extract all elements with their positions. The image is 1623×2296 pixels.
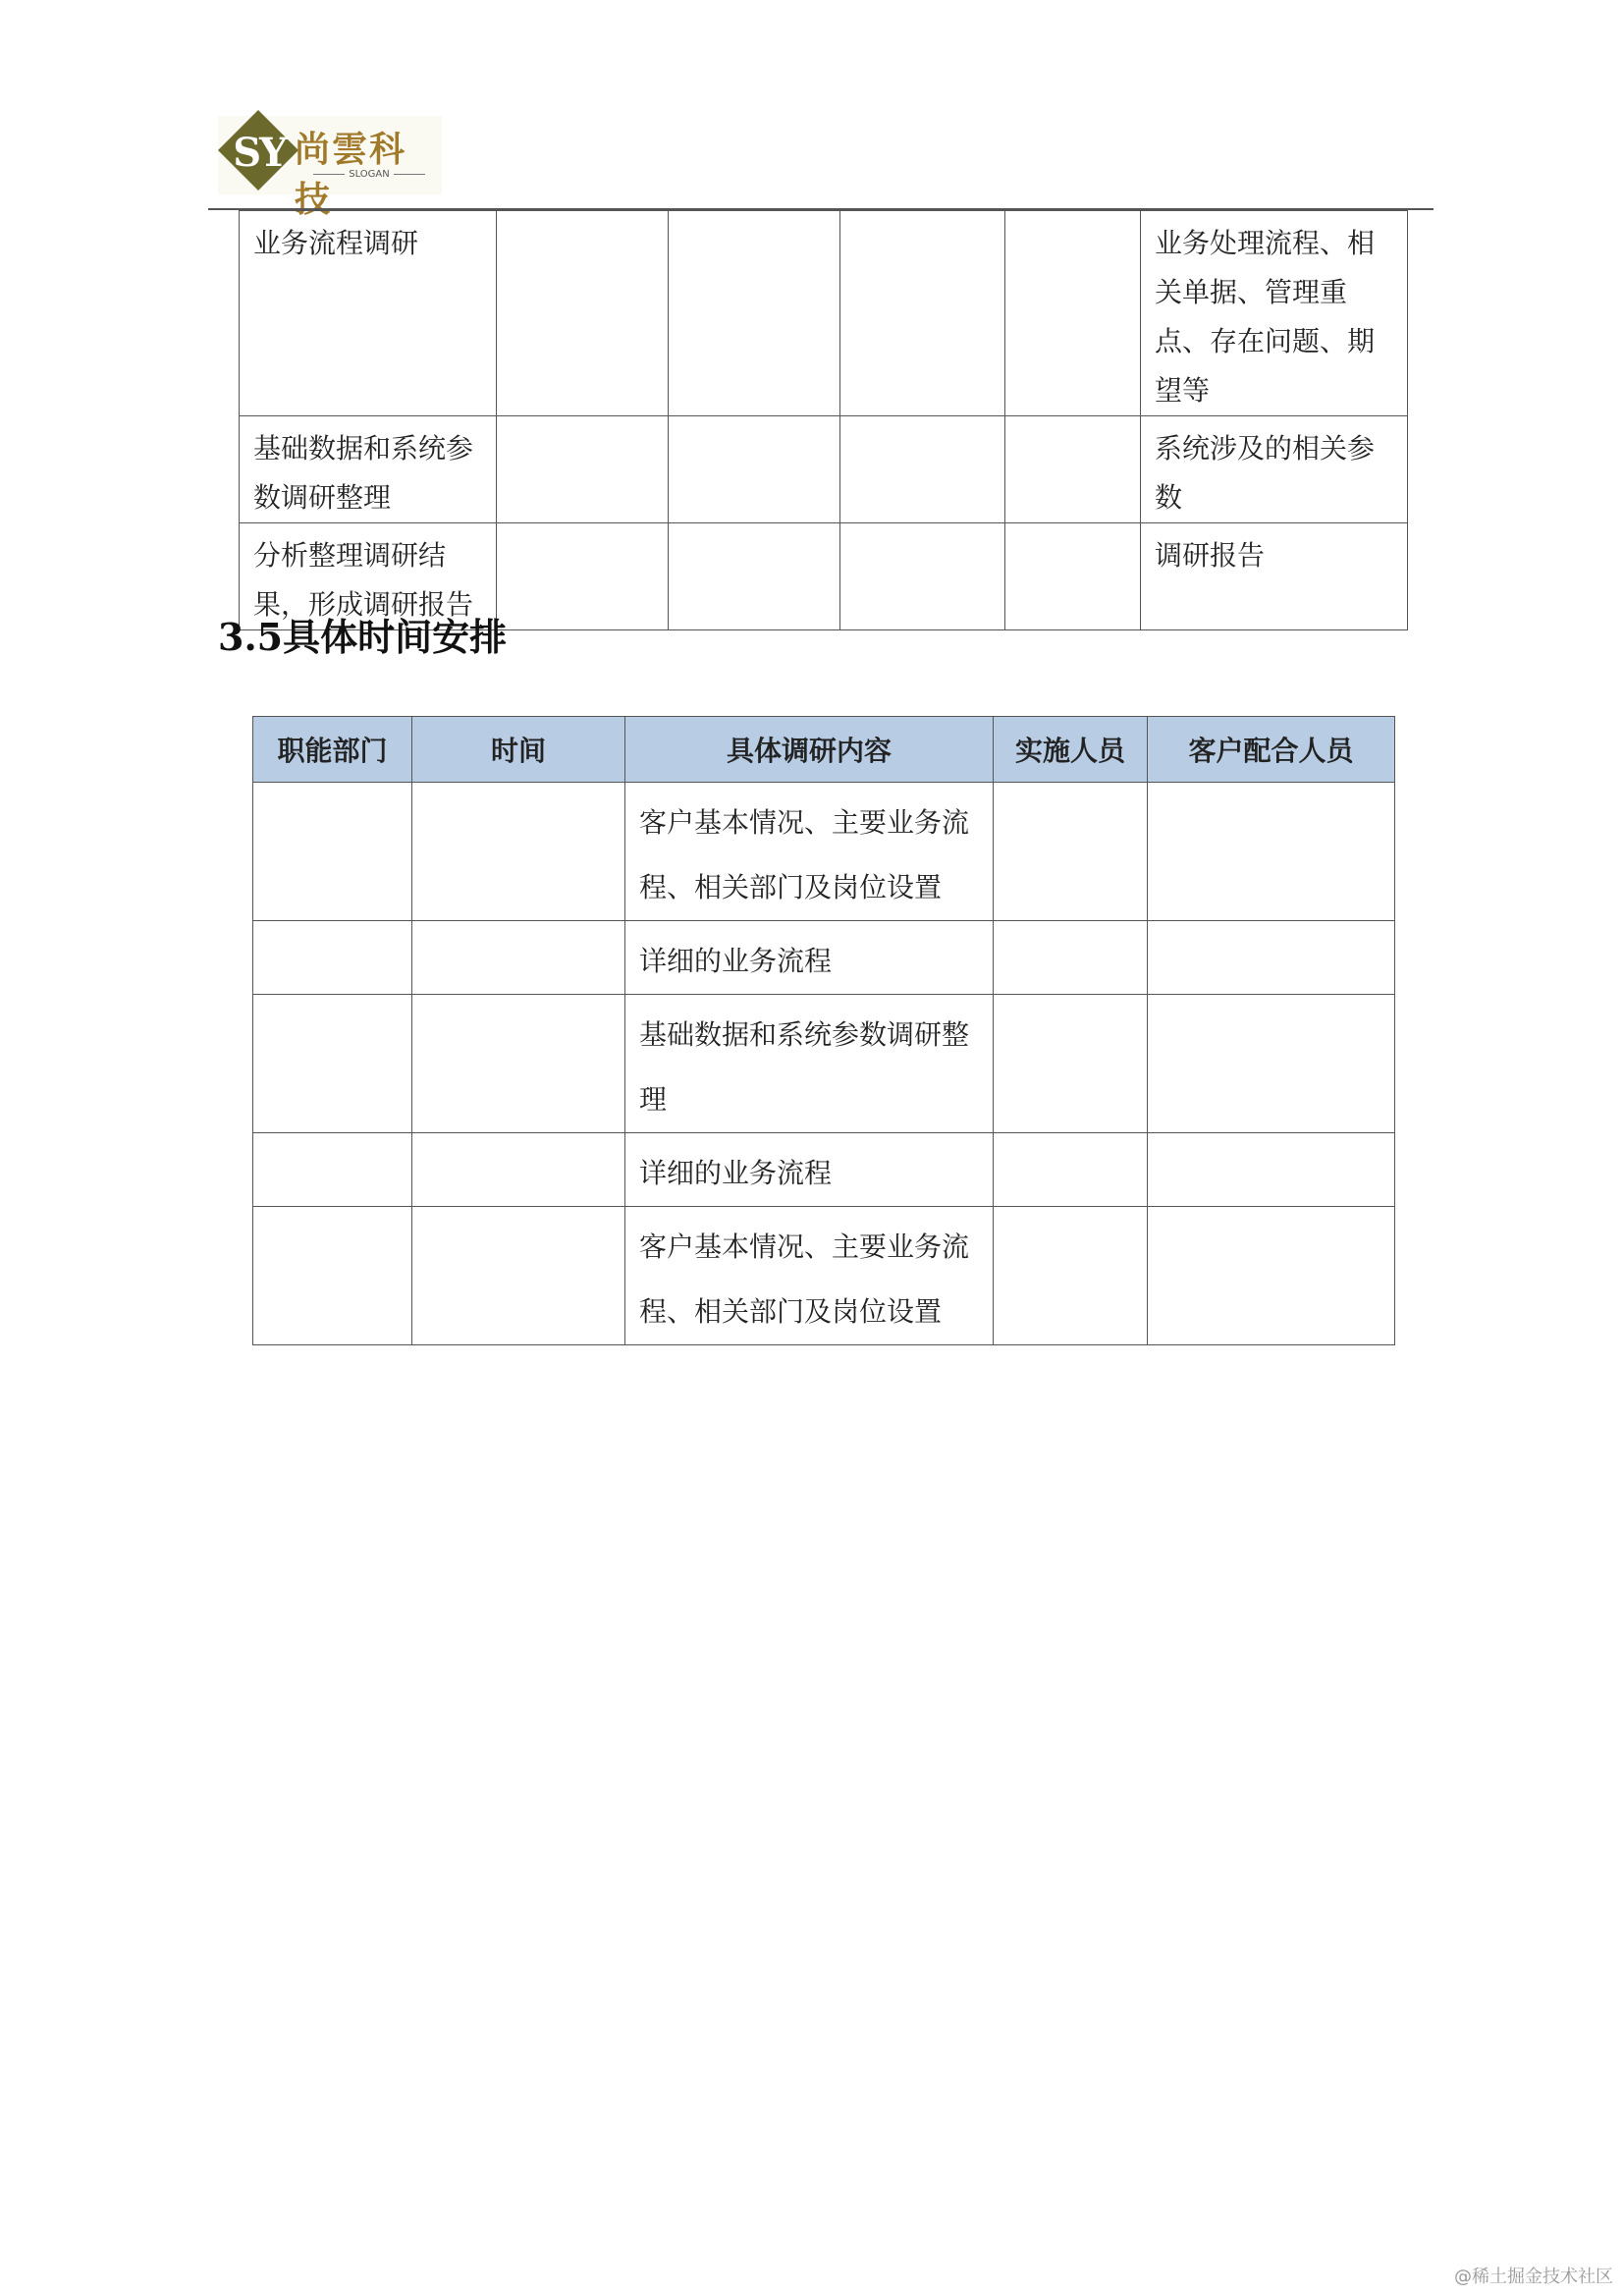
task-cell: 业务流程调研 (240, 211, 497, 416)
research-plan-table (239, 210, 1408, 630)
table-header-row (253, 717, 1395, 783)
client-cell (1148, 783, 1395, 921)
table-cell (1005, 523, 1141, 630)
table-cell (669, 523, 840, 630)
section-heading: 3.5具体时间安排 (218, 615, 508, 659)
client-cell (1148, 995, 1395, 1133)
task-cell: 分析整理调研结果，形成调研报告 (240, 523, 497, 630)
table-row (240, 211, 1408, 416)
table-row (253, 921, 1395, 995)
table-cell (497, 416, 669, 523)
time-cell (412, 921, 625, 995)
content-cell: 详细的业务流程 (625, 921, 994, 995)
table-cell (840, 523, 1005, 630)
client-cell (1148, 1133, 1395, 1207)
staff-cell (994, 1133, 1148, 1207)
time-cell (412, 995, 625, 1133)
table-row (253, 1207, 1395, 1345)
table-cell (669, 211, 840, 416)
column-header-client: 客户配合人员 (1148, 717, 1395, 783)
content-cell: 基础数据和系统参数调研整理 (625, 995, 994, 1133)
table-row (253, 783, 1395, 921)
column-header-time: 时间 (412, 717, 625, 783)
dept-cell (253, 921, 412, 995)
output-cell: 系统涉及的相关参数 (1141, 416, 1408, 523)
column-header-staff: 实施人员 (994, 717, 1148, 783)
client-cell (1148, 921, 1395, 995)
table-cell (840, 211, 1005, 416)
table-cell (497, 523, 669, 630)
time-cell (412, 1207, 625, 1345)
column-header-content: 具体调研内容 (625, 717, 994, 783)
output-cell: 业务处理流程、相关单据、管理重点、存在问题、期望等 (1141, 211, 1408, 416)
staff-cell (994, 1207, 1148, 1345)
dept-cell (253, 1207, 412, 1345)
time-cell (412, 783, 625, 921)
table-cell (497, 211, 669, 416)
column-header-dept: 职能部门 (253, 717, 412, 783)
content-cell: 客户基本情况、主要业务流程、相关部门及岗位设置 (625, 783, 994, 921)
staff-cell (994, 783, 1148, 921)
staff-cell (994, 995, 1148, 1133)
output-cell: 调研报告 (1141, 523, 1408, 630)
watermark: @稀土掘金技术社区 (1454, 2267, 1613, 2287)
table-cell (840, 416, 1005, 523)
table-row (240, 416, 1408, 523)
company-logo (218, 116, 442, 220)
logo-company-name: 尚雲科技 (295, 129, 407, 220)
dept-cell (253, 1133, 412, 1207)
dept-cell (253, 995, 412, 1133)
staff-cell (994, 921, 1148, 995)
dept-cell (253, 783, 412, 921)
table-cell (1005, 416, 1141, 523)
client-cell (1148, 1207, 1395, 1345)
task-cell: 基础数据和系统参数调研整理 (240, 416, 497, 523)
table-row (253, 995, 1395, 1133)
logo-mark: SY (233, 130, 286, 176)
schedule-table (252, 716, 1395, 1345)
table-cell (1005, 211, 1141, 416)
table-row (253, 1133, 1395, 1207)
content-cell: 客户基本情况、主要业务流程、相关部门及岗位设置 (625, 1207, 994, 1345)
content-cell: 详细的业务流程 (625, 1133, 994, 1207)
table-cell (669, 416, 840, 523)
logo-slogan: SLOGAN (302, 169, 436, 180)
time-cell (412, 1133, 625, 1207)
